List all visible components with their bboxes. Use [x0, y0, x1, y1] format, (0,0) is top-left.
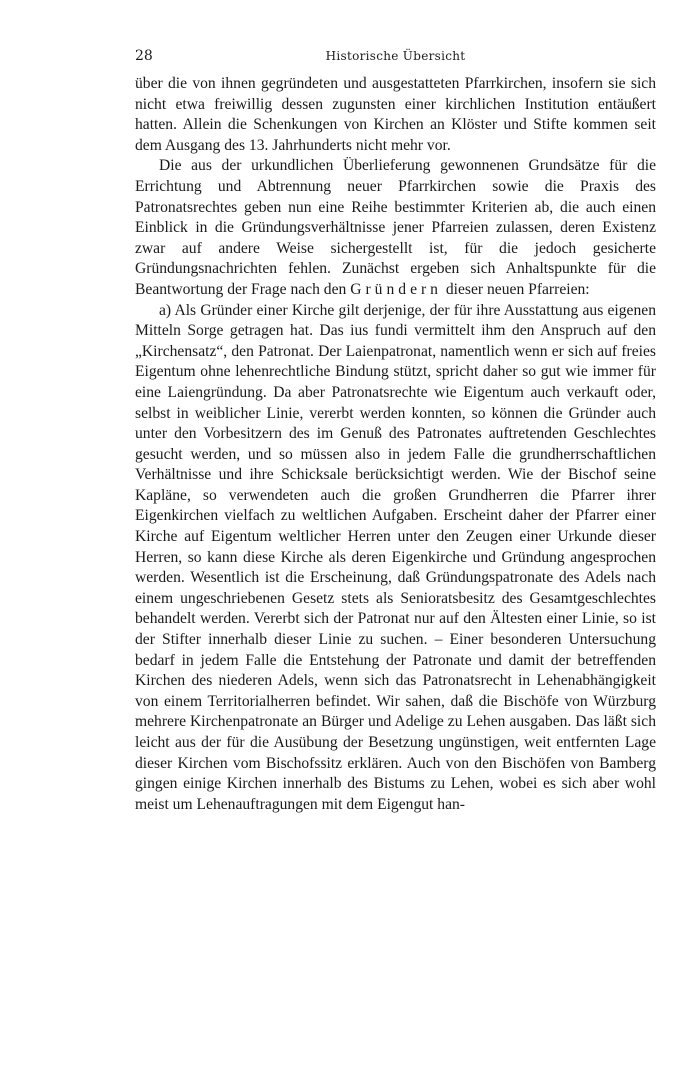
- running-title: Historische Übersicht: [325, 49, 466, 63]
- paragraph-continuation: über die von ihnen gegründeten und ausgestatteten Pfarrkirchen, insofern sie sich nicht etwa freiwillig dessen zugunsten einer kirchlichen Institution entäußert hatten. Allein die Schenkungen von Kirchen an Klöster und Stifte kommen seit dem Ausgang des 13. Jahrhunderts nicht mehr vor.: [135, 75, 656, 154]
- paragraph-point-a: a) Als Gründer einer Kirche gilt derjenige, der für ihre Ausstattung aus eigenen Mitteln Sorge getragen hat. Das ius fundi vermittelt ihm den Anspruch auf den „Kirchensatz“, den Patronat. Der Laienpatronat, namentlich wenn er sich auf freies Eigentum ohne lehenrechtliche Bindung stützt, spricht daher so gut wie immer für eine Laiengründung. Da aber Patronatsrechte wie Eigentum auch verkauft oder, selbst in weiblicher Linie, vererbt werden konnten, so können die Gründer auch unter den Vorbesitzern des im Genuß des Patronates auftretenden Geschlechtes gesucht werden, und so müssen also in jedem Falle die grundherrschaftlichen Verhältnisse und ihre Schicksale berücksichtigt werden. Wie der Bischof seine Kapläne, so verwendeten auch die großen Grundherren die Pfarrer ihrer Eigenkirchen vielfach zu weltlichen Aufgaben. Erscheint daher der Pfarrer einer Kirche auf Eigentum weltlicher Herren unter den Zeugen einer Urkunde dieser Herren, so kann diese Kirche als deren Eigenkirche und Gründung angesprochen werden. Wesentlich ist die Erscheinung, daß Gründungspatronate des Adels nach einem ungeschriebenen Gesetz stets als Senioratsbesitz des Gesamtgeschlechtes behandelt werden. Vererbt sich der Patronat nur auf den Ältesten einer Linie, so ist der Stifter innerhalb dieser Linie zu suchen. – Einer besonderen Untersuchung bedarf in jedem Falle die Entstehung der Patronate und damit der betreffenden Kirchen des niederen Adels, wenn sich das Patronatsrecht in Lehenabhängigkeit von einem Territorialherren befindet. Wir sahen, daß die Bischöfe von Würzburg mehrere Kirchenpatronate an Bürger und Adelige zu Lehen ausgaben. Das läßt sich leicht aus der für die Ausübung der Besetzung ungünstigen, weit entfernten Lage dieser Kirchen vom Bischofssitz erklären. Auch von den Bischöfen von Bamberg gingen einige Kirchen innerhalb des Bistums zu Lehen, wobei es sich aber wohl meist um Lehenauftragungen mit dem Eigengut han-: [135, 301, 656, 813]
- emphasized-word: Gründern: [350, 280, 442, 298]
- book-page: [135, 48, 656, 815]
- paragraph-criteria: [135, 156, 656, 300]
- paragraph-text: Die aus der urkundlichen Überlieferung gewonnenen Grundsätze für die Errichtung und Abtrennung neuer Pfarrkirchen sowie die Praxis des Patronatsrechtes geben nun eine Reihe bestimmter Kriterien ab, die auch einen Einblick in die Gründungsverhältnisse jener Pfarreien zulassen, deren Existenz zwar auf andere Weise sichergestellt ist, für die jedoch gesicherte Gründungsnachrichten fehlen. Zunächst ergeben sich Anhaltspunkte für die Beantwortung der Frage nach den: [135, 157, 656, 298]
- paragraph-text: dieser neuen Pfarreien:: [441, 280, 590, 298]
- page-number: 28: [135, 48, 153, 64]
- body-text: [135, 74, 656, 815]
- running-head: [135, 48, 656, 74]
